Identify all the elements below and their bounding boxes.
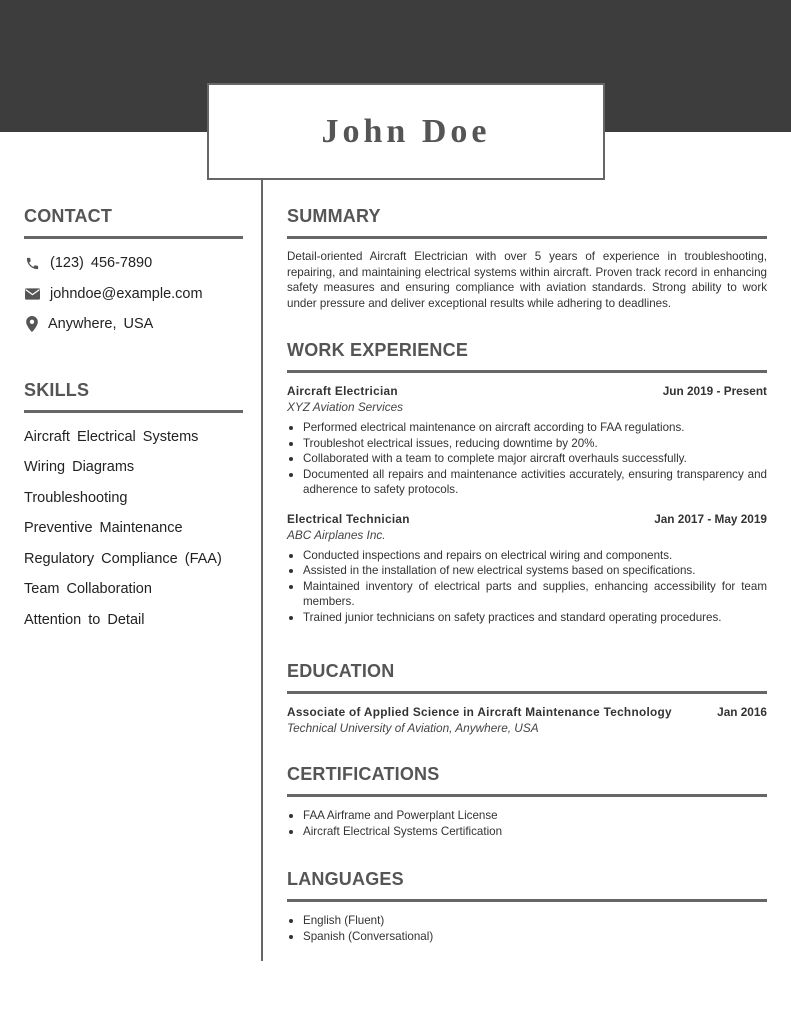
job-company: XYZ Aviation Services [287, 400, 404, 414]
skill-item: Wiring Diagrams [24, 459, 135, 476]
envelope-icon [24, 286, 40, 302]
education-entry [287, 705, 767, 735]
sidebar [24, 206, 243, 635]
job-dates: Jun 2019 - Present [662, 384, 767, 398]
languages-heading: LANGUAGES [287, 869, 404, 889]
job-entry [287, 384, 767, 498]
certification-item: FAA Airframe and Powerplant License [287, 808, 767, 824]
section-rule [287, 899, 767, 902]
section-rule [287, 794, 767, 797]
contact-email [24, 279, 243, 310]
education-date: Jan 2016 [717, 705, 767, 719]
job-bullet: Documented all repairs and maintenance activities accurately, ensuring transparency and adherence to safety protocols. [287, 467, 767, 498]
candidate-name: John Doe [321, 112, 491, 150]
job-bullet: Performed electrical maintenance on aircraft according to FAA regulations. [287, 420, 767, 436]
summary-text: Detail-oriented Aircraft Electrician with over 5 years of experience in troubleshooting, repairing, and maintaining electrical systems within aircraft. Proven track record in enhancing safety measures and ensuring compliance with aviation standards. Strong ability to work under pressure and deliver exceptional results while adhering to deadlines. [287, 250, 767, 310]
certifications-section [287, 764, 767, 839]
skill-item: Troubleshooting [24, 489, 128, 506]
email-text: johndoe@example.com [50, 285, 203, 302]
skills-heading: SKILLS [24, 379, 90, 400]
job-bullet: Assisted in the installation of new electrical systems based on specifications. [287, 563, 767, 579]
contact-heading: CONTACT [24, 206, 113, 226]
skill-item: Regulatory Compliance (FAA) [24, 550, 222, 567]
language-item: Spanish (Conversational) [287, 929, 767, 945]
skill-item: Attention to Detail [24, 611, 145, 628]
work-experience-section [287, 340, 767, 625]
contact-section [24, 206, 243, 340]
section-rule [287, 236, 767, 239]
job-bullet: Collaborated with a team to complete major aircraft overhauls successfully. [287, 451, 767, 467]
skill-item: Preventive Maintenance [24, 520, 183, 537]
education-section [287, 661, 767, 735]
education-heading: EDUCATION [287, 661, 395, 681]
job-entry [287, 512, 767, 626]
certifications-list [287, 808, 767, 839]
job-dates: Jan 2017 - May 2019 [654, 511, 767, 526]
job-title: Aircraft Electrician [287, 384, 398, 398]
skills-section [24, 380, 243, 636]
school: Technical University of Aviation, Anywhere, USA [287, 721, 539, 735]
summary-section [287, 206, 767, 311]
phone-icon [24, 255, 40, 271]
name-box [207, 83, 605, 180]
certification-item: Aircraft Electrical Systems Certification [287, 824, 767, 840]
languages-list [287, 913, 767, 944]
degree: Associate of Applied Science in Aircraft Maintenance Technology [287, 705, 672, 719]
work-heading: WORK EXPERIENCE [287, 340, 469, 360]
section-rule [287, 691, 767, 694]
contact-list [24, 248, 243, 340]
section-rule [287, 370, 767, 373]
summary-heading: SUMMARY [287, 206, 381, 226]
section-rule [24, 236, 243, 239]
job-bullet: Troubleshot electrical issues, reducing downtime by 20%. [287, 436, 767, 452]
contact-location [24, 309, 243, 340]
job-bullets [287, 548, 767, 626]
job-bullet: Trained junior technicians on safety practices and standard operating procedures. [287, 610, 767, 626]
job-bullets [287, 420, 767, 498]
job-bullet: Conducted inspections and repairs on electrical wiring and components. [287, 548, 767, 564]
languages-section [287, 869, 767, 944]
map-pin-icon [24, 316, 40, 332]
skills-list [24, 422, 243, 636]
job-bullet: Maintained inventory of electrical parts and supplies, enhancing accessibility for team members. [287, 579, 767, 610]
skill-item: Team Collaboration [24, 581, 152, 598]
job-title: Electrical Technician [287, 511, 410, 526]
location-text: Anywhere, USA [48, 316, 154, 333]
phone-text: (123) 456-7890 [50, 255, 153, 272]
certifications-heading: CERTIFICATIONS [287, 764, 440, 784]
job-company: ABC Airplanes Inc. [287, 527, 386, 542]
skill-item: Aircraft Electrical Systems [24, 428, 199, 445]
language-item: English (Fluent) [287, 913, 767, 929]
section-rule [24, 410, 243, 413]
main-column [287, 206, 767, 943]
column-divider [261, 180, 263, 961]
contact-phone [24, 248, 243, 279]
